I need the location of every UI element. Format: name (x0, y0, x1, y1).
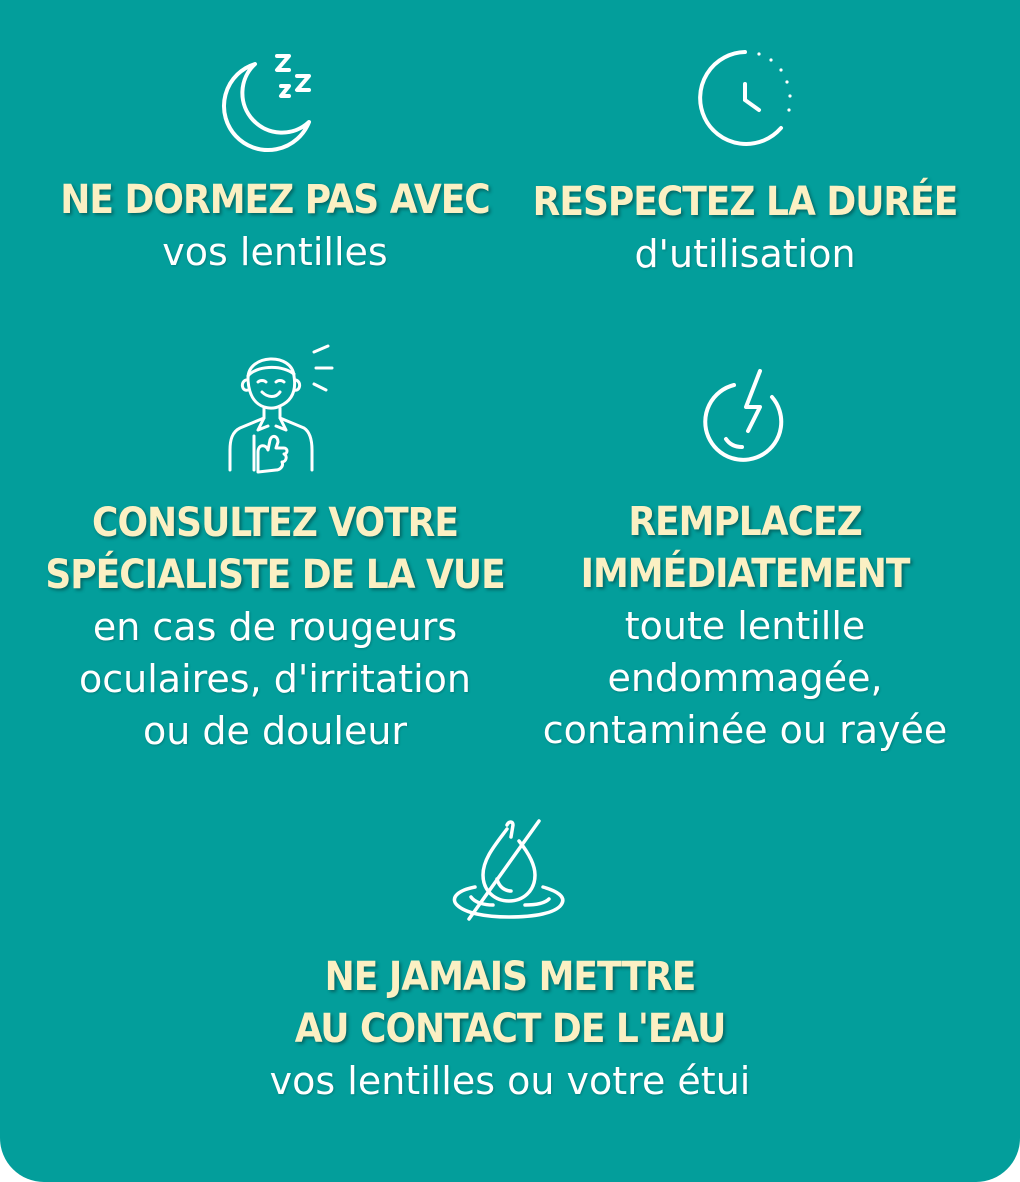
tip-replace (510, 365, 980, 756)
tip-body-line: contaminée ou rayée (542, 708, 948, 752)
tip-body (510, 228, 980, 280)
damaged-lens-icon (690, 365, 800, 475)
tip-body-line: oculaires, d'irritation (79, 657, 471, 701)
tip-title-line: SPÉCIALISTE DE LA VUE (45, 552, 505, 598)
eye-specialist-icon (210, 340, 340, 475)
tip-no-sleep (40, 44, 510, 278)
tip-body (40, 226, 510, 278)
tip-specialist (40, 340, 510, 757)
tip-body-line: vos lentilles ou votre étui (269, 1059, 751, 1103)
moon-sleep-icon (215, 44, 335, 154)
tip-title (40, 497, 510, 601)
tip-title-line: NE DORMEZ PAS AVEC (60, 177, 490, 223)
tip-title (510, 496, 980, 600)
clock-timer-icon (685, 44, 805, 154)
tip-title-line: AU CONTACT DE L'EAU (294, 1006, 726, 1052)
tip-body-line: endommagée, (607, 656, 883, 700)
tip-body-line: vos lentilles (162, 230, 388, 274)
tip-body-line: toute lentille (624, 604, 866, 648)
tip-body (510, 600, 980, 756)
tip-body (210, 1055, 810, 1107)
tip-title-line: NE JAMAIS METTRE (324, 954, 696, 1000)
tip-body-line: en cas de rougeurs (92, 605, 458, 649)
tip-duration (510, 44, 980, 280)
tip-body-line: ou de douleur (142, 709, 408, 753)
tip-title (210, 951, 810, 1055)
no-water-icon (445, 815, 575, 925)
tip-title-line: CONSULTEZ VOTRE (92, 500, 458, 546)
tip-title-line: RESPECTEZ LA DURÉE (532, 179, 958, 225)
tip-body (40, 601, 510, 757)
tip-title (40, 174, 510, 226)
tip-body-line: d'utilisation (634, 232, 856, 276)
tip-title (510, 176, 980, 228)
tip-no-water (210, 815, 810, 1107)
tip-title-line: REMPLACEZ (628, 499, 862, 545)
tip-title-line: IMMÉDIATEMENT (580, 551, 910, 597)
